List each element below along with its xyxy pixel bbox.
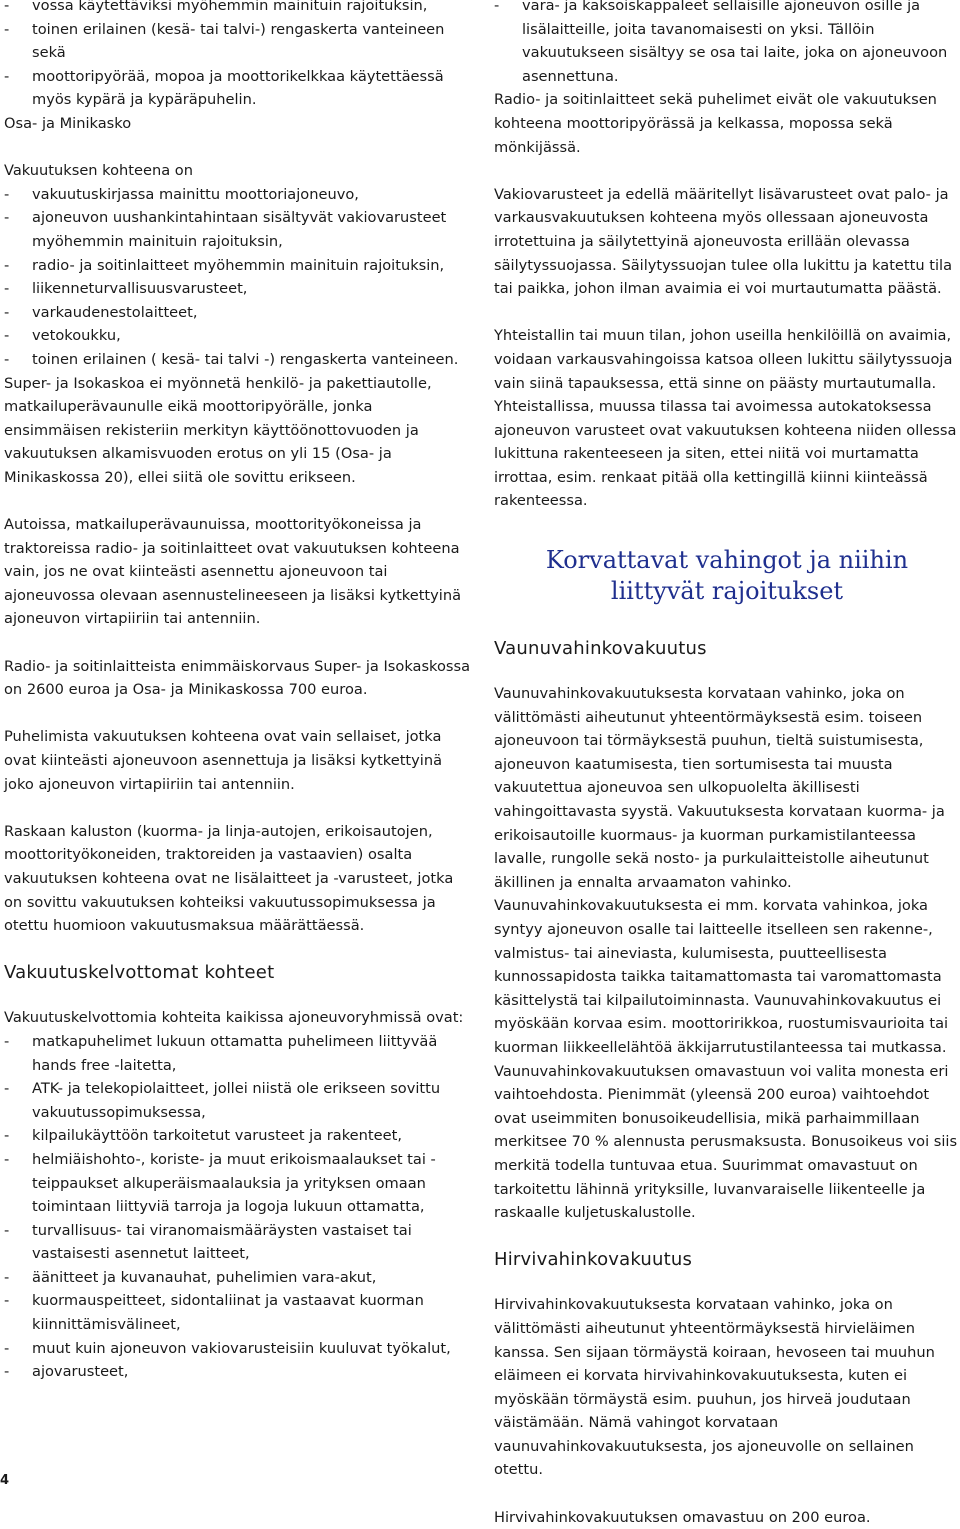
- list-item: - vetokoukku,: [4, 324, 474, 348]
- kelvottomat-heading: Vakuutuskelvottomat kohteet: [4, 962, 275, 984]
- kelvottomat-list: [4, 1030, 474, 1384]
- minikasko-intro: Vakuutuksen kohteena on: [4, 162, 193, 180]
- paragraph-super: Super- ja Isokaskoa ei myönnetä henkilö- ja pakettiautolle, matkailuperävaunulle eikä moottoripyörälle, jonka ensimmäisen rekisteriin merkityn käyttöönottovuoden ja vakuutuksen alkamisvuoden erotus on yli 15 (Osa- ja Minikaskossa 20), ellei siitä ole sovittu erikseen.: [4, 374, 432, 486]
- list-item: - matkapuhelimet lukuun ottamatta puhelimeen liittyvää hands free -laitetta,: [4, 1030, 474, 1077]
- list-item: - vossa käytettäviksi myöhemmin mainituin rajoituksin,: [4, 0, 474, 18]
- vaunuvahinko-heading: Vaunuvahinkovakuutus: [494, 638, 707, 660]
- list-item: - kuormauspeitteet, sidontaliinat ja vastaavat kuorman kiinnittämisvälineet,: [4, 1289, 474, 1336]
- minikasko-list: [4, 183, 474, 372]
- section-title-line-2: liittyvät rajoitukset: [610, 577, 844, 606]
- list-item: - turvallisuus- tai viranomaismääräysten vastaiset tai vastaisesti asennetut laitteet,: [4, 1219, 474, 1266]
- kelvottomat-intro: Vakuutuskelvottomia kohteita kaikissa ajoneuvoryhmissä ovat:: [4, 1009, 464, 1027]
- list-item: - ajoneuvon uushankintahintaan sisältyvät vakiovarusteet myöhemmin mainituin rajoituksin,: [4, 206, 474, 253]
- left-column: [4, 0, 474, 1384]
- list-item: - vakuutuskirjassa mainittu moottoriajoneuvo,: [4, 183, 474, 207]
- list-item: - helmiäishohto-, koriste- ja muut erikoismaalaukset tai -teippaukset alkuperäismaalauksia ja yrityksen omaan toimintaan liittyviä tarroja ja logoja lukuun ottamatta,: [4, 1148, 474, 1219]
- continued-list: [494, 0, 960, 88]
- paragraph-radio-moottoripyora: Radio- ja soitinlaitteet sekä puhelimet eivät ole vakuutuksen kohteena moottoripyörässä ja kelkassa, mopossa sekä mönkijässä.: [494, 91, 937, 156]
- list-item: - ajovarusteet,: [4, 1360, 474, 1384]
- paragraph-hirvi-omavastuu: Hirvivahinkovakuutuksen omavastuu on 200 euroa.: [494, 1508, 871, 1526]
- paragraph-puhelimista: Puhelimista vakuutuksen kohteena ovat vain sellaiset, jotka ovat kiinteästi ajoneuvoon asennettuja ja lisäksi kytkettyinä joko ajoneuvon virtapiiriin tai antenniin.: [4, 728, 443, 793]
- list-item: - vara- ja kaksoiskappaleet sellaisille ajoneuvon osille ja lisälaitteille, joita tavanomaisesti on yksi. Tällöin vakuutukseen sisältyy se osa tai laite, joka on ajoneuvoon asennettuna.: [494, 0, 960, 88]
- paragraph-raskaan: Raskaan kaluston (kuorma- ja linja-autojen, erikoisautojen, moottorityökoneiden, traktoreiden ja vastaavien) osalta vakuutuksen kohteena ovat ne lisälaitteet ja -varusteet, jotka on sovittu vakuutuksen kohteiksi vakuutussopimuksessa ja otettu huomioon vakuutusmaksua määrättäessä.: [4, 822, 454, 935]
- right-column: [494, 0, 960, 1529]
- intro-list: [4, 0, 474, 112]
- minikasko-heading: Osa- ja Minikasko: [4, 114, 132, 132]
- list-item: - kilpailukäyttöön tarkoitetut varusteet ja rakenteet,: [4, 1124, 474, 1148]
- paragraph-radio: Radio- ja soitinlaitteista enimmäiskorvaus Super- ja Isokaskossa on 2600 euroa ja Osa- ja Minikaskossa 700 euroa.: [4, 657, 471, 699]
- paragraph-yhteistallin: Yhteistallin tai muun tilan, johon useilla henkilöillä on avaimia, voidaan varkausvahingoissa katsoa olleen lukittu säilytyssuoja vain siinä tapauksessa, että sinne on päästy murtautumalla. Yhteistallissa, muussa tilassa tai avoimessa autokatoksessa ajoneuvon varusteet ovat vakuutuksen kohteena niiden ollessa lukittuna rakenteeseen ja siten, ettei niitä voi murtamatta irrottaa, esim. renkaat pitää olla kettingillä kiinni kiinteässä rakenteessa.: [494, 327, 957, 510]
- list-item: - ATK- ja telekopiolaitteet, jollei niistä ole erikseen sovittu vakuutussopimuksessa,: [4, 1077, 474, 1124]
- list-item: - muut kuin ajoneuvon vakiovarusteisiin kuuluvat työkalut,: [4, 1337, 474, 1361]
- paragraph-vaunuvahinko: Vaunuvahinkovakuutuksesta korvataan vahinko, joka on välittömästi aiheutunut yhteentörmäyksestä esim. toiseen ajoneuvoon tai törmäyksestä puuhun, tieltä suistumisesta, ajoneuvon kaatumisesta, tien sortumisesta tai muusta vakuutettua ajoneuvoa sen ulkopuolelta äkillisesti vahingoittavasta syystä. Vakuutuksesta korvataan kuorma- ja erikoisautoille kuormaus- ja kuorman purkamistilanteessa lavalle, rungolle sekä nosto- ja purkulaitteistolle aiheutunut äkillinen ja ennalta arvaamaton vahinko. Vaunuvahinkovakuutuksesta ei mm. korvata vahinkoa, joka syntyy ajoneuvon osalle tai laitteelle itselleen sen rakenne-, valmistus- tai aineviasta, kulumisesta, puutteellisesta kunnossapidosta taikka taitamattomasta tai varomattomasta käsittelystä tai kilpailutoiminnasta. Vaunuvahinkovakuutus ei myöskään korvaa esim. moottoririkkoa, ruostumisvaurioita tai kuorman liikkeellelähtöä äkkijarrutustilanteessa tai mutkassa. Vaunuvahinkovakuutuksen omavastuun voi valita monesta eri vaihtoehdosta. Pienimmät (yleensä 200 euroa) vaihtoehdot ovat useimmiten bonusoikeudellisia, mikä parhaimmillaan merkitsee 70 % alennusta perusmaksusta. Bonusoikeus voi siis merkitä todella tuntuvaa etua. Suurimmat omavastuut on tarkoitettu lähinnä yrityksille, luvanvaraiselle liikenteelle ja raskaalle kuljetuskalustolle.: [494, 685, 958, 1222]
- paragraph-vakiovarusteet: Vakiovarusteet ja edellä määritellyt lisävarusteet ovat palo- ja varkausvakuutuksen kohteena myös ollessaan ajoneuvosta irrotettuina ja säilytettyinä ajoneuvosta erillään olevassa säilytyssuojassa. Säilytyssuojan tulee olla lukittu ja katettu tila tai paikka, johon ilman avaimia ei voi murtautumatta päästä.: [494, 185, 953, 298]
- list-item: - moottoripyörää, mopoa ja moottorikelkkaa käytettäessä myös kypärä ja kypäräpuhelin.: [4, 65, 474, 112]
- list-item: - varkaudenestolaitteet,: [4, 301, 474, 325]
- list-item: - äänitteet ja kuvanauhat, puhelimien vara-akut,: [4, 1266, 474, 1290]
- list-item: - radio- ja soitinlaitteet myöhemmin mainituin rajoituksin,: [4, 254, 474, 278]
- list-item: - liikenneturvallisuusvarusteet,: [4, 277, 474, 301]
- section-title: [494, 545, 960, 607]
- page-number: 4: [0, 1473, 10, 1488]
- list-item: - toinen erilainen (kesä- tai talvi-) rengaskerta vanteineen sekä: [4, 18, 474, 65]
- paragraph-hirvivahinko: Hirvivahinkovakuutuksesta korvataan vahinko, joka on välittömästi aiheutunut yhteentörmäyksestä hirvieläimen kanssa. Sen sijaan törmäystä koiraan, hevoseen tai muuhun eläimeen ei korvata hirvivahinkovakuutuksesta, kuten ei myöskään törmäystä esim. puuhun, jos hirveä joudutaan väistämään. Nämä vahingot korvataan vaunuvahinkovakuutuksesta, jos ajoneuvolle on sellainen otettu.: [494, 1296, 935, 1479]
- hirvivahinko-heading: Hirvivahinkovakuutus: [494, 1249, 693, 1271]
- list-item: - toinen erilainen ( kesä- tai talvi -) rengaskerta vanteineen.: [4, 348, 474, 372]
- paragraph-autoissa: Autoissa, matkailuperävaunuissa, moottorityökoneissa ja traktoreissa radio- ja soitinlaitteet ovat vakuutuksen kohteena vain, jos ne ovat kiinteästi asennettu ajoneuvoon tai ajoneuvossa olevaan asennustelineeseen ja lisäksi kytkettyinä ajoneuvon virtapiiriin tai antenniin.: [4, 516, 462, 628]
- section-title-line-1: Korvattavat vahingot ja niihin: [545, 546, 909, 575]
